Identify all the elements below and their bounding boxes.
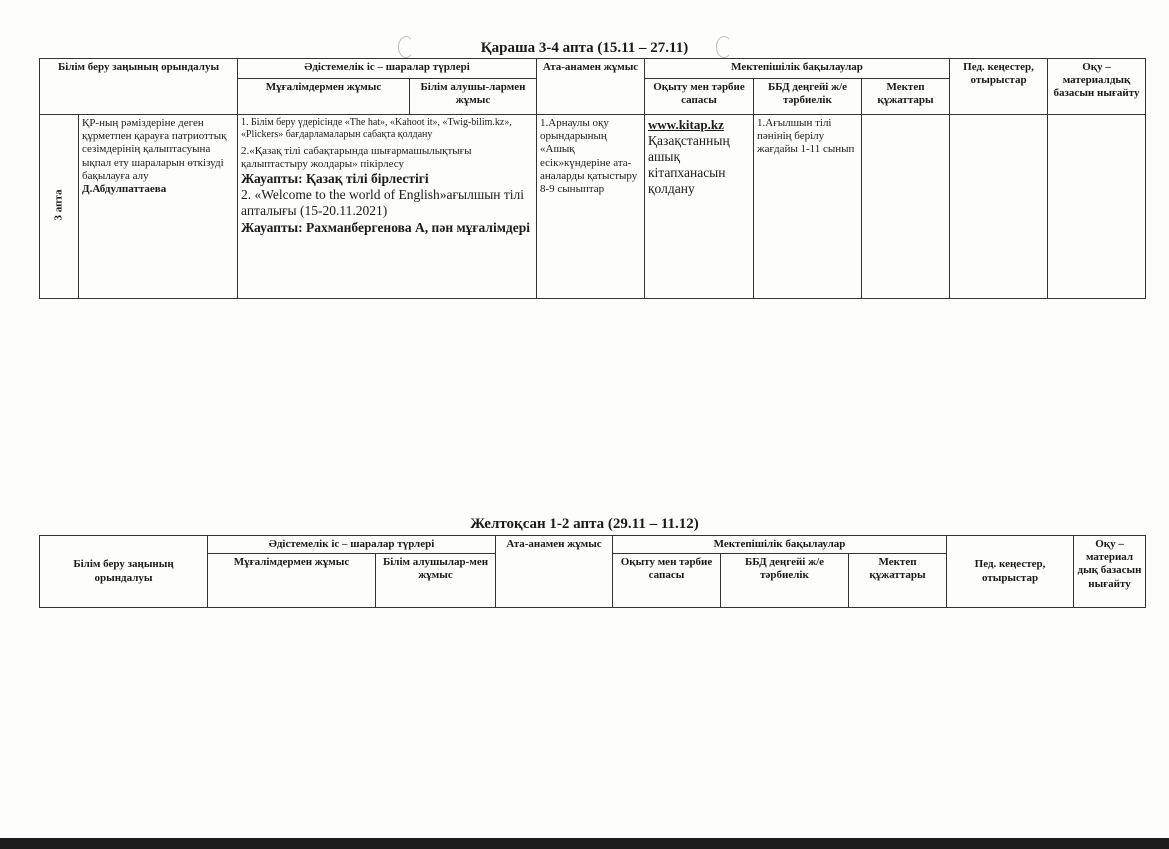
header-teachers: Мұғалімдермен жұмыс — [238, 79, 410, 115]
section1-table — [39, 58, 1146, 299]
header2-parents: Ата-анамен жұмыс — [496, 536, 613, 608]
header-control: Мектепішілік бақылаулар — [645, 59, 950, 79]
teachers-item-2: 2.«Қазақ тілі сабақтарында шығармашылықтығы қалыптастыру жолдары» пікірлесу — [241, 144, 472, 170]
scan-bottom-edge — [0, 838, 1169, 849]
header-quality: Оқыту мен тәрбие сапасы — [645, 79, 754, 115]
header-law: Білім беру заңының орындалуы — [40, 59, 238, 115]
bbd-cell: 1.Ағылшын тілі пәнінің берілу жағдайы 1-11 сынып — [754, 115, 862, 299]
header-bbd: ББД деңгейі ж/е тәрбиелік — [754, 79, 862, 115]
header2-material: Оқу – материал дық базасын нығайту — [1074, 536, 1146, 608]
law-text: ҚР-ның рәміздеріне деген құрметпен қарауға патриоттық сезімдерінің қалыптасуына ықпал ету шараларын өткізуді бақылауға алу — [82, 117, 227, 182]
header2-bbd: ББД деңгейі ж/е тәрбиелік — [721, 554, 849, 608]
header-students: Білім алушы-лармен жұмыс — [410, 79, 537, 115]
law-cell — [79, 115, 238, 299]
teachers-responsible-1: Жауапты: Қазақ тілі бірлестігі — [241, 170, 429, 186]
law-person: Д.Абдулпаттаева — [82, 182, 167, 195]
week-cell — [40, 115, 79, 299]
header2-ped: Пед. кеңестер, отырыстар — [947, 536, 1074, 608]
header-parents: Ата-анамен жұмыс — [537, 59, 645, 115]
header-methodical: Әдістемелік іс – шаралар түрлері — [238, 59, 537, 79]
header-material: Оқу – материалдық базасын нығайту — [1048, 59, 1146, 115]
week-label: 3 апта — [52, 189, 65, 221]
teachers-item-3: 2. «Welcome to the world of English»ағылшын тілі апталығы (15-20.11.2021) — [241, 187, 525, 219]
section2-title: Желтоқсан 1-2 апта (29.11 – 11.12) — [470, 516, 699, 532]
kitap-link[interactable]: www.kitap.kz — [648, 117, 724, 132]
parents-cell: 1.Арнаулы оқу орындарының «Ашық есік»күндеріне ата-аналарды қатыстыру 8-9 сыныптар — [537, 115, 645, 299]
teachers-cell — [238, 115, 537, 299]
header2-methodical: Әдістемелік іс – шаралар түрлері — [208, 536, 496, 554]
teachers-responsible-2: Жауапты: Рахманбергенова А, пән мұғалімдері — [241, 219, 531, 235]
header2-docs: Мектеп құжаттары — [849, 554, 947, 608]
docs-cell — [862, 115, 950, 299]
header2-teachers: Мұғалімдермен жұмыс — [208, 554, 376, 608]
quality-cell — [645, 115, 754, 299]
material-cell — [1048, 115, 1146, 299]
header-ped: Пед. кеңестер, отырыстар — [950, 59, 1048, 115]
header2-quality: Оқыту мен тәрбие сапасы — [613, 554, 721, 608]
ped-cell — [950, 115, 1048, 299]
section1-title: Қараша 3-4 апта (15.11 – 27.11) — [480, 40, 689, 56]
header-docs: Мектеп құжаттары — [862, 79, 950, 115]
header2-control: Мектепішілік бақылаулар — [613, 536, 947, 554]
teachers-item-1: 1. Білім беру үдерісінде «The hat», «Kahoot it», «Twig-bilim.kz», «Plickers» бағдарламаларын сабақта қолдану — [241, 117, 512, 140]
section2-table — [39, 535, 1146, 608]
quality-text: Қазақстанның ашық кітапханасын қолдану — [648, 132, 730, 197]
header2-students: Білім алушылар-мен жұмыс — [376, 554, 496, 608]
header2-law: Білім беру заңының орындалуы — [40, 536, 208, 608]
